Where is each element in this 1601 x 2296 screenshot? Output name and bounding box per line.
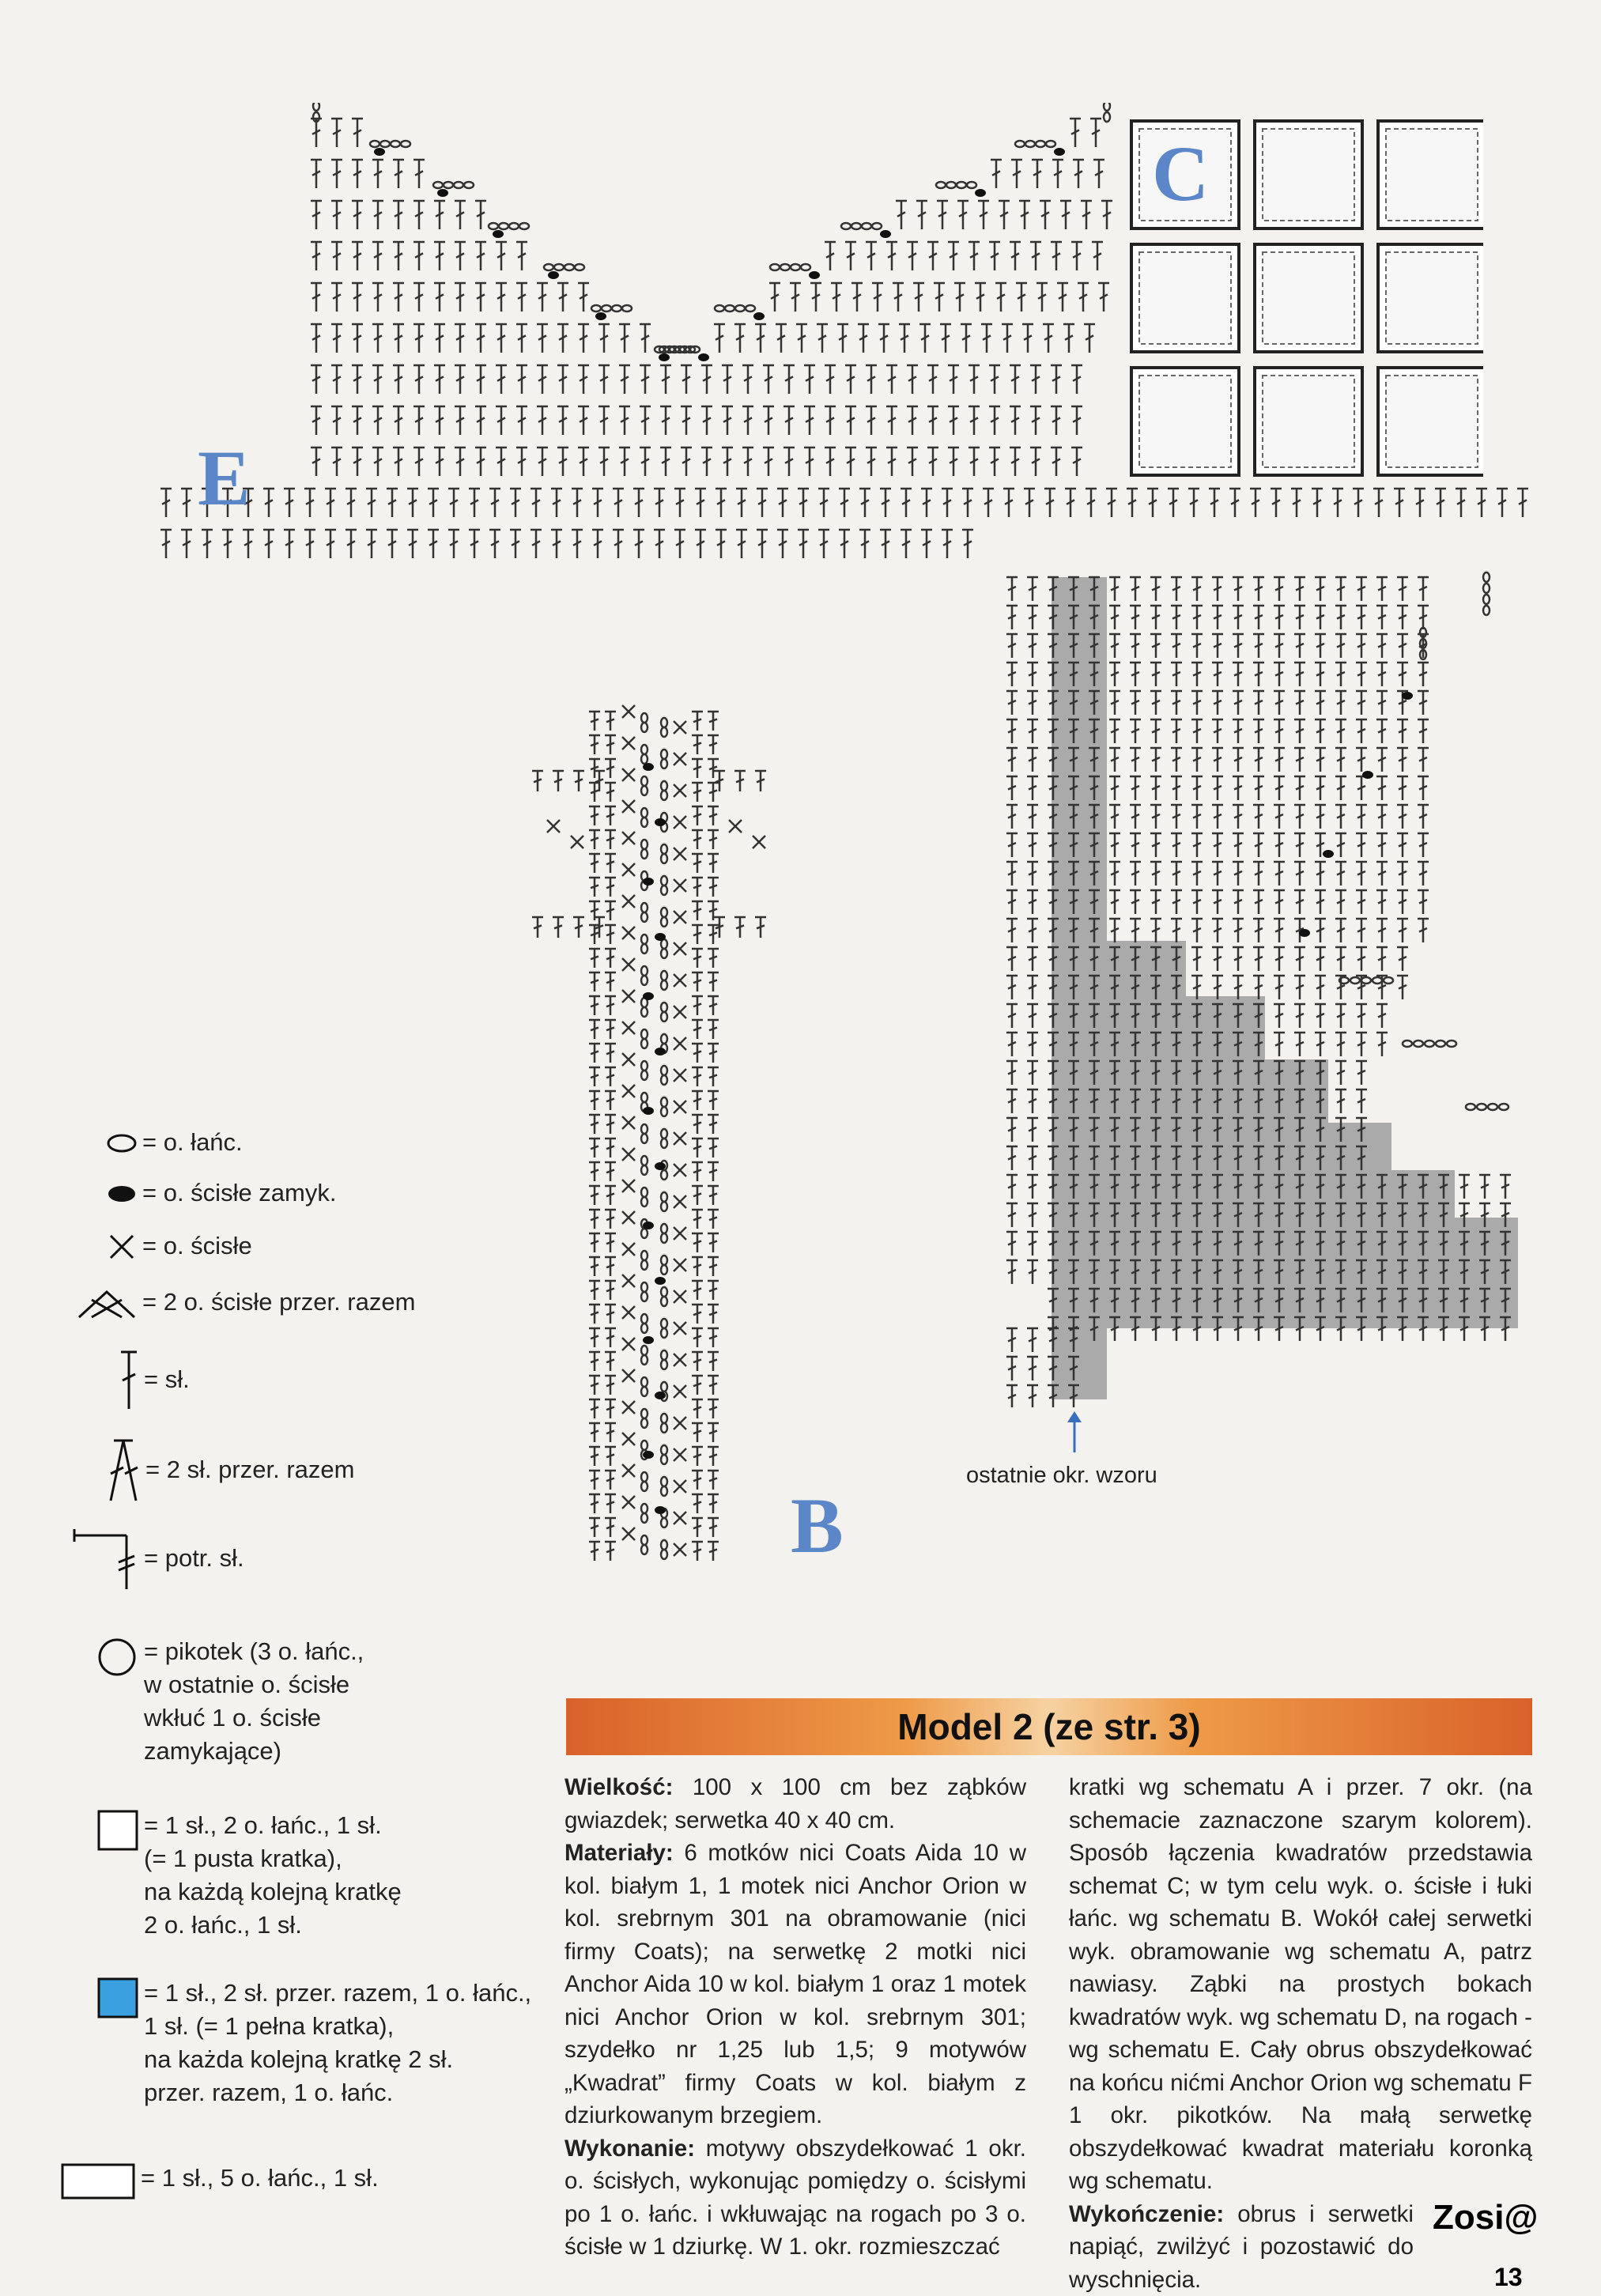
- legend-slip-stitch: [104, 1176, 337, 1210]
- legend-dc2tog: [106, 1437, 354, 1504]
- legend-text: = 1 sł., 2 o. łańc., 1 sł. (= 1 pusta kratka), na każdą kolejną kratkę 2 o. łańc., 1 sł.: [144, 1809, 402, 1942]
- diagram-a-gray-area: [1052, 577, 1518, 1399]
- legend-text: = 2 o. ścisłe przer. razem: [142, 1286, 415, 1319]
- legend-filled-mesh: [96, 1977, 531, 2109]
- double-crochet-icon: [119, 1349, 139, 1412]
- diagram-a: [996, 569, 1534, 1407]
- arrow-up-icon: [1063, 1411, 1086, 1455]
- legend-text: = sł.: [144, 1363, 190, 1396]
- label-finishing: Wykończenie:: [1069, 2201, 1224, 2227]
- legend-empty-mesh: [96, 1809, 402, 1942]
- legend-text: = 1 sł., 2 sł. przer. razem, 1 o. łańc., 1 sł. (= 1 pełna kratka), na każda kolejną kratkę 2 sł. przer. razem, 1 o. łańc.: [144, 1977, 531, 2109]
- legend-text: = o. łańc.: [142, 1126, 243, 1159]
- diagram-c-label: C: [1152, 134, 1209, 213]
- diagram-e-label: E: [198, 439, 251, 518]
- label-size: Wielkość:: [565, 1774, 673, 1800]
- paragraph-continuation: [1069, 1771, 1532, 2198]
- legend-text: = 2 sł. przer. razem: [145, 1453, 354, 1486]
- diagram-b-stitches: [532, 705, 766, 1561]
- paragraph-materials: [565, 1837, 1026, 2132]
- label-execution: Wykonanie:: [565, 2136, 695, 2162]
- legend-picot: [95, 1635, 364, 1768]
- legend-text: = potr. sł.: [144, 1542, 244, 1575]
- diagram-b: [522, 696, 783, 1565]
- legend-wide-mesh: [60, 2162, 379, 2201]
- filled-mesh-icon: [96, 1977, 139, 2019]
- slip-stitch-icon: [104, 1176, 138, 1210]
- last-round-label: ostatnie okr. wzoru: [966, 1463, 1157, 1489]
- legend-double-crochet: [119, 1349, 190, 1412]
- model-title: Model 2 (ze str. 3): [897, 1705, 1200, 1748]
- wide-mesh-icon: [60, 2162, 136, 2201]
- text-size: 100 x 100 cm bez ząbków gwiazdek; serwetka 40 x 40 cm.: [565, 1774, 1026, 1833]
- text-execution: motywy obszydełkować 1 okr. o. ścisłych, wykonując pomiędzy o. ścisłymi po 1 o. łańc. i wkłuwając na rogach po 3 o. ścisłe w 1 dziurkę. W 1. okr. rozmieszczać: [565, 2136, 1026, 2260]
- text-finishing: obrus i serwetki napiąć, zwilżyć i pozostawić do wyschnięcia.: [1069, 2201, 1414, 2293]
- text-materials: 6 motków nici Coats Aida 10 w kol. białym 1, 1 motek nici Anchor Orion w kol. srebrnym 301 na obramowanie (nici firmy Coats); na serwetkę 2 motki nici Anchor Aida 10 w kol. białym 1 oraz 1 motek nici Anchor Orion w kol. srebrnym 301; szydełko nr 1,25 lub 1,5; 9 motywów „Kwadrat” firmy Coats w kol. białym z dziurkowanym brzegiem.: [565, 1840, 1026, 2128]
- text-column-1: [565, 1771, 1026, 2264]
- label-materials: Materiały:: [565, 1840, 674, 1866]
- legend-single-crochet: [104, 1229, 252, 1263]
- diagram-b-label: B: [791, 1486, 844, 1565]
- legend-text: = 1 sł., 5 o. łańc., 1 sł.: [141, 2162, 379, 2195]
- empty-mesh-icon: [96, 1809, 139, 1852]
- signature: Zosi@: [1433, 2198, 1538, 2237]
- model-header-bar: [566, 1698, 1532, 1755]
- legend-sc2tog: [76, 1286, 415, 1324]
- legend-chain: [104, 1126, 243, 1159]
- legend-treble-crochet: [71, 1528, 244, 1591]
- single-crochet-icon: [104, 1229, 138, 1263]
- legend-text: = pikotek (3 o. łańc., w ostatnie o. ścisłe wkłuć 1 o. ścisłe zamykające): [144, 1635, 364, 1768]
- paragraph-execution: [565, 2132, 1026, 2264]
- dc2tog-icon: [106, 1437, 141, 1504]
- picot-icon: [95, 1635, 139, 1679]
- sc2tog-icon: [76, 1286, 138, 1324]
- text-continuation: kratki wg schematu A i przer. 7 okr. (na schemacie zaznaczone szarym kolorem). Sposób łączenia kwadratów przedstawia schemat C; w tym celu wyk. o. ścisłe i łuki łańc. wg schematu B. Wokół całej serwetki wyk. obramowanie wg schematu A, patrz nawiasy. Ząbki na prostych bokach kwadratów wyk. wg schematu D, na rogach - wg schematu E. Cały obrus obszydełkować na końcu nićmi Anchor Orion wg schematu F 1 okr. pikotków. Na małą serwetkę obszydełkować kwadrat materiału koronką wg schematu.: [1069, 1774, 1532, 2194]
- page-number: 13: [1494, 2263, 1523, 2292]
- legend-text: = o. ścisłe zamyk.: [142, 1176, 337, 1210]
- legend-text: = o. ścisłe: [142, 1229, 252, 1263]
- paragraph-size: [565, 1771, 1026, 1837]
- chain-oval-icon: [104, 1126, 138, 1159]
- treble-crochet-icon: [71, 1528, 139, 1591]
